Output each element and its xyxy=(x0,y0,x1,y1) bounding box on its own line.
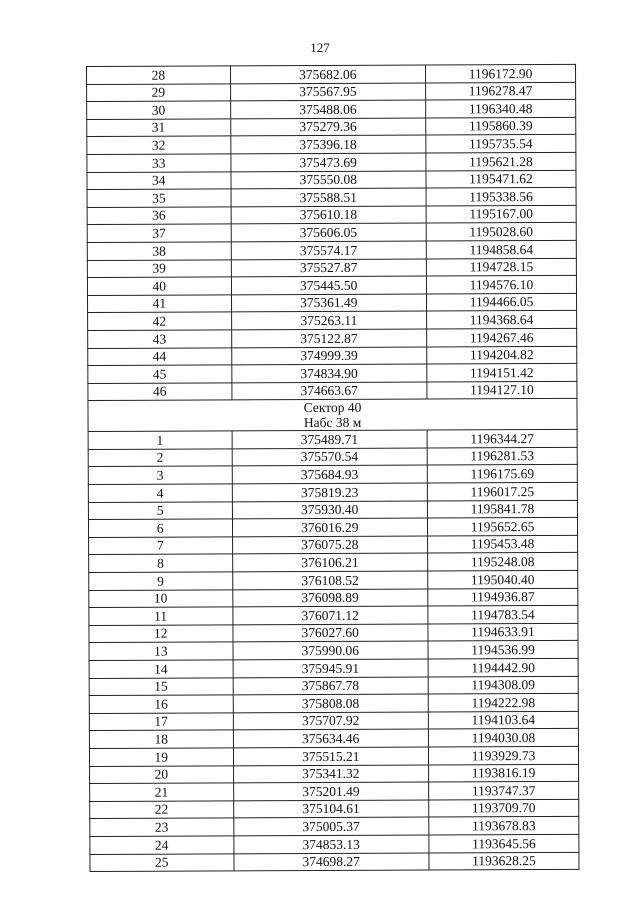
point-number-cell: 10 xyxy=(89,589,233,607)
y-coordinate-cell: 1195471.62 xyxy=(426,170,576,188)
x-coordinate-cell: 375104.61 xyxy=(233,800,429,818)
y-coordinate-cell: 1194783.54 xyxy=(428,606,578,624)
y-coordinate-cell: 1196172.90 xyxy=(425,64,575,82)
table-row xyxy=(88,381,577,401)
table-row xyxy=(90,782,579,802)
y-coordinate-cell: 1195040.40 xyxy=(428,570,578,588)
y-coordinate-cell: 1195167.00 xyxy=(426,205,576,223)
table-row xyxy=(89,658,578,678)
point-number-cell: 39 xyxy=(87,259,231,277)
y-coordinate-cell: 1194308.09 xyxy=(428,676,578,694)
x-coordinate-cell: 375361.49 xyxy=(231,294,427,312)
x-coordinate-cell: 375515.21 xyxy=(233,747,429,765)
x-coordinate-cell: 375527.87 xyxy=(231,259,427,277)
y-coordinate-cell: 1194858.64 xyxy=(426,240,576,258)
table-row xyxy=(89,694,578,714)
point-number-cell: 6 xyxy=(88,519,232,537)
table-row xyxy=(87,82,576,102)
y-coordinate-cell: 1194127.10 xyxy=(427,381,577,399)
point-number-cell: 23 xyxy=(90,818,234,836)
table-row xyxy=(88,346,577,366)
table-row xyxy=(87,223,576,243)
table-row xyxy=(89,606,578,626)
point-number-cell: 17 xyxy=(89,713,233,731)
point-number-cell: 28 xyxy=(87,66,231,84)
y-coordinate-cell: 1195735.54 xyxy=(426,135,576,153)
table-row xyxy=(87,100,576,120)
point-number-cell: 42 xyxy=(88,312,232,330)
table-row xyxy=(89,746,578,766)
x-coordinate-cell: 375201.49 xyxy=(233,782,429,800)
y-coordinate-cell: 1196017.25 xyxy=(427,482,577,500)
point-number-cell: 14 xyxy=(89,660,233,678)
point-number-cell: 38 xyxy=(87,242,231,260)
y-coordinate-cell: 1196278.47 xyxy=(426,82,576,100)
table-row xyxy=(89,676,578,696)
table-row xyxy=(87,240,576,260)
x-coordinate-cell: 376075.28 xyxy=(232,536,428,554)
y-coordinate-cell: 1194103.64 xyxy=(428,711,578,729)
x-coordinate-cell: 376106.21 xyxy=(232,553,428,571)
x-coordinate-cell: 375122.87 xyxy=(231,329,427,347)
table-row xyxy=(89,711,578,731)
y-coordinate-cell: 1195338.56 xyxy=(426,188,576,206)
point-number-cell: 11 xyxy=(89,607,233,625)
point-number-cell: 31 xyxy=(87,119,231,137)
point-number-cell: 40 xyxy=(87,277,231,295)
point-number-cell: 18 xyxy=(89,730,233,748)
y-coordinate-cell: 1194728.15 xyxy=(426,258,576,276)
table-row xyxy=(88,482,577,502)
x-coordinate-cell: 375819.23 xyxy=(232,483,428,501)
point-number-cell: 16 xyxy=(89,695,233,713)
y-coordinate-cell: 1194030.08 xyxy=(428,729,578,747)
x-coordinate-cell: 376108.52 xyxy=(232,571,428,589)
point-number-cell: 36 xyxy=(87,207,231,225)
y-coordinate-cell: 1194936.87 xyxy=(428,588,578,606)
x-coordinate-cell: 375396.18 xyxy=(230,135,426,153)
section-subtitle: Набс 38 м xyxy=(303,415,362,431)
x-coordinate-cell: 375574.17 xyxy=(231,241,427,259)
x-coordinate-cell: 376098.89 xyxy=(232,589,428,607)
page-number: 127 xyxy=(310,40,330,55)
table-row xyxy=(88,293,577,313)
y-coordinate-cell: 1194633.91 xyxy=(428,623,578,641)
y-coordinate-cell: 1194576.10 xyxy=(426,275,576,293)
table-row xyxy=(90,799,579,819)
table-row xyxy=(89,729,578,749)
point-number-cell: 20 xyxy=(90,765,234,783)
table-row xyxy=(88,311,577,331)
y-coordinate-cell: 1196281.53 xyxy=(427,447,577,465)
x-coordinate-cell: 376071.12 xyxy=(232,606,428,624)
point-number-cell: 29 xyxy=(87,83,231,101)
point-number-cell: 15 xyxy=(89,677,233,695)
y-coordinate-cell: 1194466.05 xyxy=(426,293,576,311)
point-number-cell: 30 xyxy=(87,101,231,119)
y-coordinate-cell: 1194368.64 xyxy=(427,311,577,329)
section-header xyxy=(88,399,577,432)
coordinates-table-part-1 xyxy=(87,64,577,400)
x-coordinate-cell: 374698.27 xyxy=(233,853,429,871)
y-coordinate-cell: 1196175.69 xyxy=(427,465,577,483)
point-number-cell: 45 xyxy=(88,365,232,383)
x-coordinate-cell: 375707.92 xyxy=(233,712,429,730)
x-coordinate-cell: 376016.29 xyxy=(232,518,428,536)
point-number-cell: 21 xyxy=(90,783,234,801)
table-row xyxy=(90,852,579,872)
table-row xyxy=(89,623,578,643)
y-coordinate-cell: 1193678.83 xyxy=(429,817,579,835)
table-row xyxy=(89,535,578,555)
point-number-cell: 43 xyxy=(88,330,232,348)
y-coordinate-cell: 1193929.73 xyxy=(428,746,578,764)
point-number-cell: 37 xyxy=(87,224,231,242)
table-row xyxy=(88,518,577,538)
point-number-cell: 24 xyxy=(90,836,234,854)
y-coordinate-cell: 1196344.27 xyxy=(427,430,577,448)
table-row xyxy=(87,170,576,190)
y-coordinate-cell: 1195860.39 xyxy=(426,117,576,135)
y-coordinate-cell: 1194536.99 xyxy=(428,641,578,659)
table-row xyxy=(89,641,578,661)
y-coordinate-cell: 1193628.25 xyxy=(429,852,579,870)
x-coordinate-cell: 374999.39 xyxy=(231,347,427,365)
y-coordinate-cell: 1194442.90 xyxy=(428,658,578,676)
x-coordinate-cell: 375445.50 xyxy=(231,276,427,294)
point-number-cell: 33 xyxy=(87,154,231,172)
coordinates-table-part-2 xyxy=(88,430,579,872)
table-row xyxy=(90,817,579,837)
point-number-cell: 8 xyxy=(89,554,233,572)
x-coordinate-cell: 375473.69 xyxy=(230,153,426,171)
table-row xyxy=(89,570,578,590)
table-row xyxy=(87,258,576,278)
y-coordinate-cell: 1195028.60 xyxy=(426,223,576,241)
y-coordinate-cell: 1193816.19 xyxy=(429,764,579,782)
table-row xyxy=(87,152,576,172)
point-number-cell: 2 xyxy=(88,449,232,467)
x-coordinate-cell: 375550.08 xyxy=(230,171,426,189)
section-cell xyxy=(88,399,577,432)
point-number-cell: 3 xyxy=(88,466,232,484)
x-coordinate-cell: 375005.37 xyxy=(233,817,429,835)
table-row xyxy=(87,275,576,295)
x-coordinate-cell: 375567.95 xyxy=(230,83,426,101)
table-row xyxy=(87,205,576,225)
y-coordinate-cell: 1196340.48 xyxy=(426,100,576,118)
table-row xyxy=(88,500,577,520)
point-number-cell: 7 xyxy=(89,537,233,555)
y-coordinate-cell: 1195453.48 xyxy=(428,535,578,553)
y-coordinate-cell: 1195652.65 xyxy=(427,518,577,536)
y-coordinate-cell: 1193645.56 xyxy=(429,834,579,852)
table-row xyxy=(90,764,579,784)
x-coordinate-cell: 375634.46 xyxy=(233,729,429,747)
x-coordinate-cell: 375279.36 xyxy=(230,118,426,136)
table-row xyxy=(88,465,577,485)
table-row xyxy=(89,588,578,608)
point-number-cell: 13 xyxy=(89,642,233,660)
point-number-cell: 22 xyxy=(90,801,234,819)
x-coordinate-cell: 375488.06 xyxy=(230,100,426,118)
point-number-cell: 19 xyxy=(89,748,233,766)
y-coordinate-cell: 1194151.42 xyxy=(427,363,577,381)
point-number-cell: 4 xyxy=(88,484,232,502)
x-coordinate-cell: 375990.06 xyxy=(233,641,429,659)
point-number-cell: 9 xyxy=(89,572,233,590)
table-row xyxy=(87,64,576,84)
y-coordinate-cell: 1195841.78 xyxy=(427,500,577,518)
coordinates-table xyxy=(86,64,580,872)
x-coordinate-cell: 375930.40 xyxy=(232,501,428,519)
y-coordinate-cell: 1193709.70 xyxy=(429,799,579,817)
x-coordinate-cell: 376027.60 xyxy=(232,624,428,642)
point-number-cell: 5 xyxy=(88,502,232,520)
section-title: Сектор 40 xyxy=(303,400,362,416)
y-coordinate-cell: 1194267.46 xyxy=(427,328,577,346)
point-number-cell: 32 xyxy=(87,136,231,154)
point-number-cell: 34 xyxy=(87,171,231,189)
section-row xyxy=(88,399,577,432)
table-row xyxy=(89,553,578,573)
y-coordinate-cell: 1195621.28 xyxy=(426,152,576,170)
y-coordinate-cell: 1195248.08 xyxy=(428,553,578,571)
x-coordinate-cell: 375682.06 xyxy=(230,65,426,83)
x-coordinate-cell: 375489.71 xyxy=(232,430,428,448)
point-number-cell: 44 xyxy=(88,347,232,365)
x-coordinate-cell: 375263.11 xyxy=(231,311,427,329)
x-coordinate-cell: 375570.54 xyxy=(232,448,428,466)
point-number-cell: 1 xyxy=(88,431,232,449)
y-coordinate-cell: 1194222.98 xyxy=(428,694,578,712)
point-number-cell: 46 xyxy=(88,383,232,401)
x-coordinate-cell: 375684.93 xyxy=(232,465,428,483)
x-coordinate-cell: 375610.18 xyxy=(231,206,427,224)
x-coordinate-cell: 374834.90 xyxy=(231,364,427,382)
table-row xyxy=(87,188,576,208)
point-number-cell: 12 xyxy=(89,625,233,643)
point-number-cell: 25 xyxy=(90,853,234,871)
table-row xyxy=(88,328,577,348)
x-coordinate-cell: 375588.51 xyxy=(231,188,427,206)
x-coordinate-cell: 375945.91 xyxy=(233,659,429,677)
table-row xyxy=(88,447,577,467)
x-coordinate-cell: 374853.13 xyxy=(233,835,429,853)
x-coordinate-cell: 374663.67 xyxy=(231,382,427,400)
point-number-cell: 35 xyxy=(87,189,231,207)
table-row xyxy=(87,117,576,137)
x-coordinate-cell: 375867.78 xyxy=(233,677,429,695)
y-coordinate-cell: 1194204.82 xyxy=(427,346,577,364)
table-row xyxy=(88,363,577,383)
x-coordinate-cell: 375606.05 xyxy=(231,223,427,241)
x-coordinate-cell: 375341.32 xyxy=(233,765,429,783)
y-coordinate-cell: 1193747.37 xyxy=(429,782,579,800)
point-number-cell: 41 xyxy=(88,295,232,313)
table-row xyxy=(88,430,577,450)
table-row xyxy=(90,834,579,854)
x-coordinate-cell: 375808.08 xyxy=(233,694,429,712)
table-row xyxy=(87,135,576,155)
